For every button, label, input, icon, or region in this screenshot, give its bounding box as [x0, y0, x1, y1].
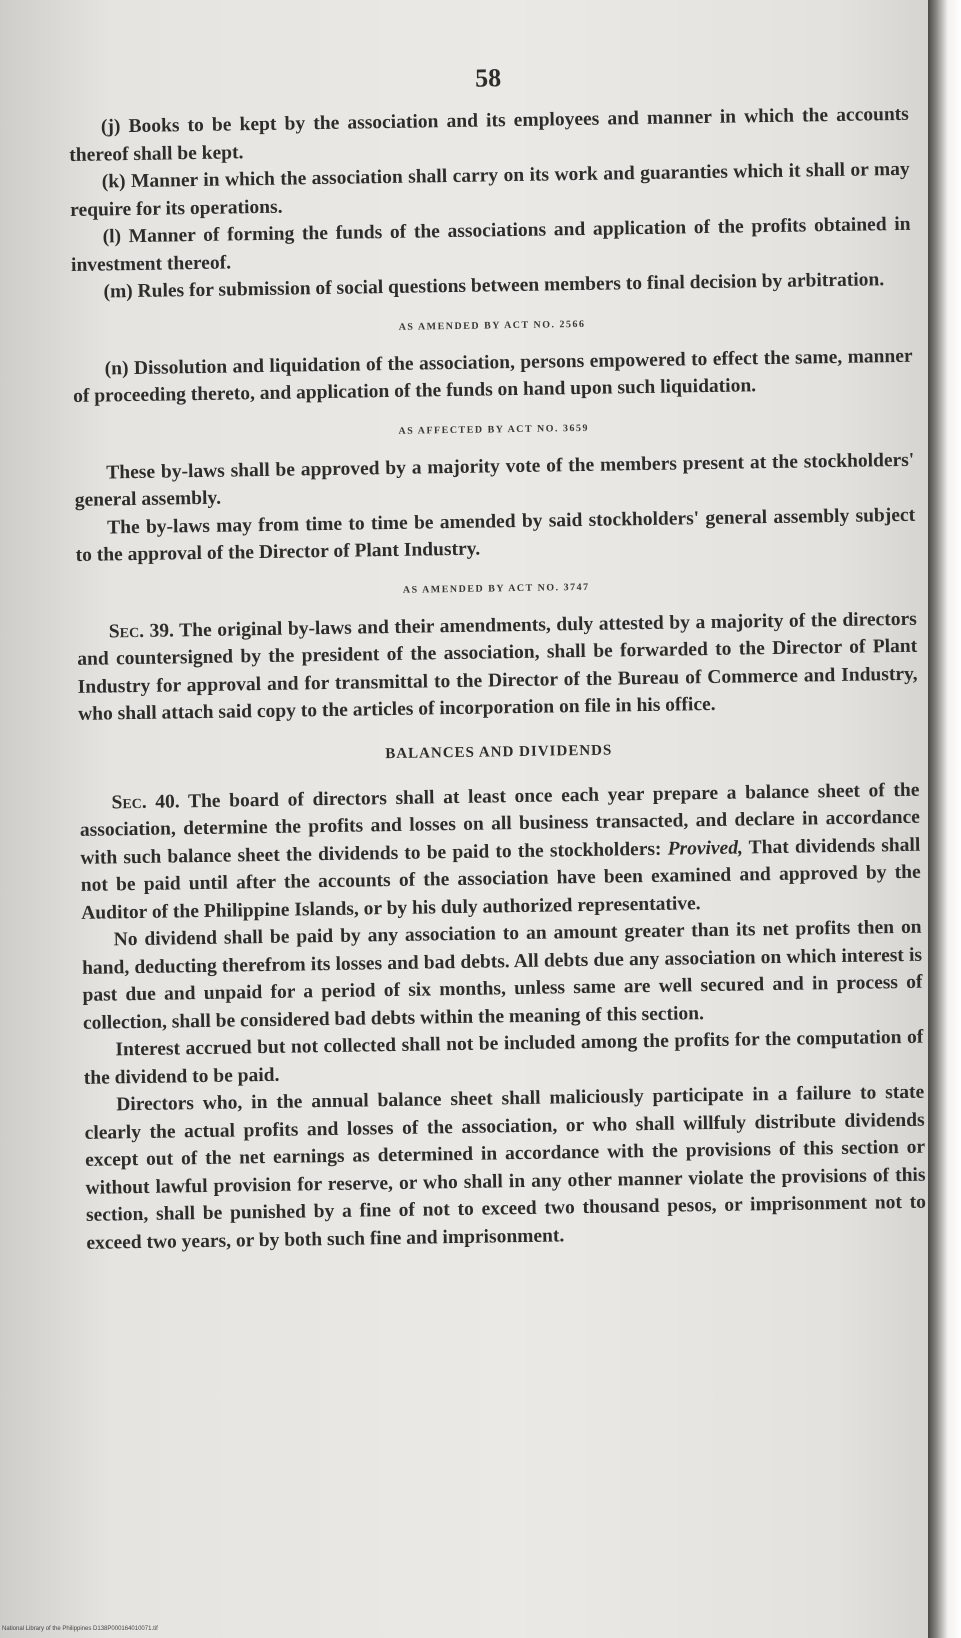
scan-footer: National Library of the Philippines D138P000164010071.tif	[2, 1626, 158, 1632]
section-40-proviso: Provived,	[667, 836, 744, 860]
section-40	[79, 776, 921, 927]
paragraph-interest: Interest accrued but not collected shall not be included among the profits for the computation of the dividend to be paid.	[83, 1026, 924, 1089]
amendment-note-1: AS AMENDED BY ACT NO. 2566	[398, 318, 586, 333]
paragraph-l: (l) Manner of forming the funds of the associations and application of the profits obtained in investment thereof.	[70, 213, 911, 276]
section-39	[77, 605, 919, 728]
paragraph-bylaws-amendment: The by-laws may from time to time be amended by said stockholders' general assembly subject to the approval of the Director of Plant Industry.	[75, 504, 916, 566]
paragraph-bylaws-approval: These by-laws shall be approved by a majority vote of the members present at the stockholders' general assembly.	[74, 449, 915, 511]
paragraph-m: (m) Rules for submission of social questions between members to final decision by arbitration.	[103, 269, 885, 303]
paragraph-n: (n) Dissolution and liquidation of the association, persons empowered to effect the same, manner of proceeding thereto, and application of the funds on hand upon such liquidation.	[72, 345, 913, 407]
amendment-note-3: AS AMENDED BY ACT NO. 3747	[402, 581, 590, 596]
section-39-text: The original by-laws and their amendments, duly attested by a majority of the directors and countersigned by the president of the association, shall be forwarded to the Director of Plant Industry for approval and for transmittal to the Director of the Bureau of Commerce and Industry, who shall attach said copy to the articles of incorporation on file in his office.	[77, 608, 918, 725]
amendment-note-2: AS AFFECTED BY ACT NO. 3659	[398, 422, 590, 437]
paragraph-k: (k) Manner in which the association shall carry on its work and guaranties which it shall or may require for its operations.	[70, 158, 910, 221]
paragraph-penalty: Directors who, in the annual balance sheet shall maliciously participate in a failure to state clearly the actual profits and losses of the association, or who shall willfuly distribute dividends except out of the net earnings as determined in accordance with the provisions of this section or without lawful provision for reserve, or who shall in any other manner violate the provisions of this section, shall be punished by a fine of not to exceed two thousand pesos, or imprisonment not to exceed two years, or by both such fine and imprisonment.	[84, 1081, 927, 1254]
paragraph-dividend-limit: No dividend shall be paid by any association to an amount greater than its net profits then on hand, deducting therefrom its losses and bad debts. All debts due any association on which interest is past due and unpaid for a period of six months, unless same are well secured and in process of collection, shall be considered bad debts within the meaning of this section.	[81, 916, 923, 1034]
page-number: 58	[474, 63, 502, 93]
section-39-label: Sec. 39.	[108, 619, 175, 642]
section-40-text-before: The board of directors shall at least once each year prepare a balance sheet of the association, determine the profits and losses on all business transacted, and declare in accordance with such balance sheet the dividends to be paid to the stockholders:	[79, 779, 921, 869]
paragraph-j: (j) Books to be kept by the association and its employees and manner in which the accounts thereof shall be kept.	[69, 103, 909, 166]
page-edge	[928, 0, 961, 1638]
section-40-text-after: That dividends shall not be paid until after the accounts of the association have been examined and approved by the Auditor of the Philippine Islands, or by his duly authorized representative.	[80, 834, 921, 924]
page-content	[68, 57, 927, 1257]
section-40-label: Sec. 40.	[111, 790, 180, 813]
section-heading: BALANCES AND DIVIDENDS	[385, 742, 613, 762]
